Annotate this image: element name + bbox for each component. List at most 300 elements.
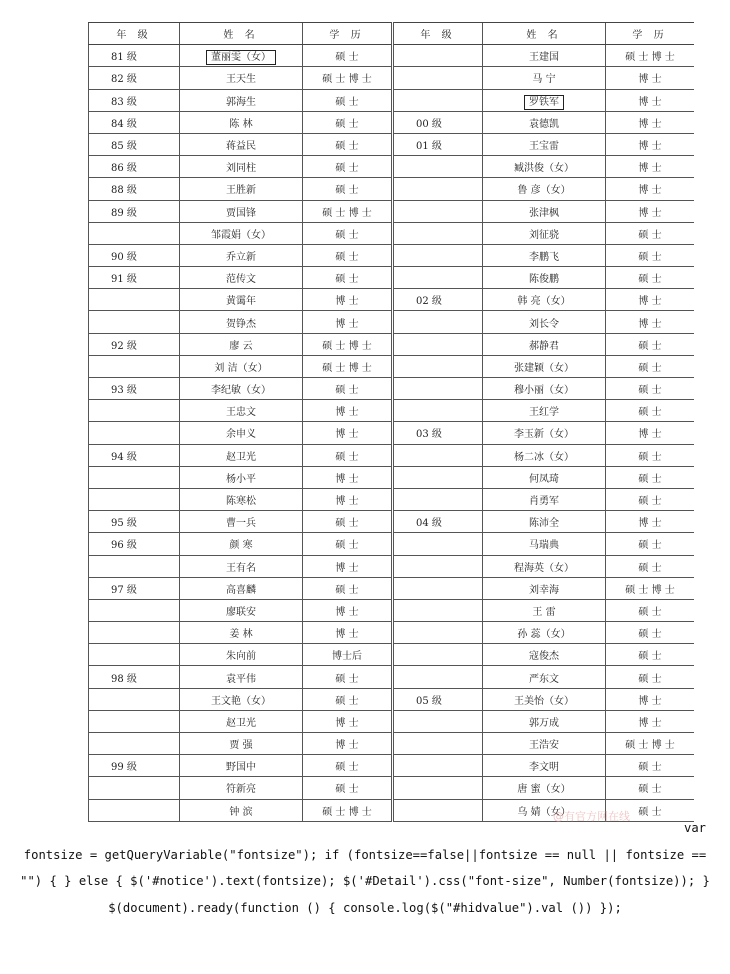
name-left-cell-text: 陈 林 [229, 118, 253, 130]
degree-left-cell [303, 156, 393, 178]
degree-left-cell-text: 硕 士 博 士 [322, 362, 372, 374]
degree-right-cell-text: 硕 士 [638, 806, 662, 818]
grade-right-cell-text: 01 级 [416, 141, 442, 153]
grade-right-cell [393, 400, 483, 422]
name-right-cell [483, 488, 606, 510]
degree-left-cell-text: 硕 士 [335, 584, 359, 596]
grade-left-cell [89, 267, 180, 289]
grade-right-cell [393, 333, 483, 355]
code-text [20, 815, 710, 921]
name-right-cell [483, 777, 606, 799]
table-row [89, 111, 695, 133]
table-row [89, 710, 695, 732]
name-right-cell [483, 533, 606, 555]
name-left-cell-text: 贾 强 [229, 740, 253, 752]
name-right-cell [483, 622, 606, 644]
degree-left-cell [303, 599, 393, 621]
degree-right-cell-text: 硕 士 [638, 451, 662, 463]
name-right-cell [483, 333, 606, 355]
degree-right-cell [606, 599, 695, 621]
header-degree-left: 学 历 [303, 23, 393, 45]
degree-left-cell-text: 硕 士 博 士 [322, 207, 372, 219]
degree-right-cell-text: 博 士 [638, 207, 662, 219]
grade-right-cell [393, 156, 483, 178]
name-left-cell-text: 王忠文 [226, 407, 256, 419]
name-right-cell [483, 755, 606, 777]
header-name-right: 姓 名 [483, 23, 606, 45]
degree-right-cell-text: 博 士 [638, 429, 662, 441]
grade-left-cell [89, 422, 180, 444]
name-left-cell [180, 755, 303, 777]
name-left-cell [180, 355, 303, 377]
name-left-cell [180, 488, 303, 510]
degree-left-cell [303, 378, 393, 400]
grade-right-cell [393, 267, 483, 289]
name-left-cell [180, 267, 303, 289]
name-right-cell [483, 311, 606, 333]
grade-left-cell [89, 311, 180, 333]
header-grade-right: 年 级 [393, 23, 483, 45]
name-left-cell-text: 颜 寒 [229, 540, 253, 552]
degree-right-cell [606, 45, 695, 67]
degree-left-cell-text: 硕 士 [335, 385, 359, 397]
degree-left-cell-text: 硕 士 [335, 762, 359, 774]
name-left-cell-text: 廖 云 [229, 340, 253, 352]
degree-right-cell [606, 710, 695, 732]
watermark: @有官方网在线 [553, 810, 630, 823]
table-row [89, 666, 695, 688]
name-right-cell-text: 马 宁 [532, 74, 556, 86]
degree-left-cell [303, 511, 393, 533]
name-right-cell [483, 244, 606, 266]
name-left-cell-text: 范传文 [226, 274, 256, 286]
grade-left-cell [89, 488, 180, 510]
table-row [89, 755, 695, 777]
grade-right-cell [393, 488, 483, 510]
degree-right-cell [606, 688, 695, 710]
table-row [89, 156, 695, 178]
grade-left-cell [89, 511, 180, 533]
grade-right-cell [393, 755, 483, 777]
name-right-cell-text: 韩 亮（女） [517, 296, 571, 308]
name-left-cell-text: 王胜新 [226, 185, 256, 197]
degree-left-cell [303, 444, 393, 466]
degree-left-cell [303, 178, 393, 200]
degree-right-cell [606, 67, 695, 89]
name-left-cell [180, 156, 303, 178]
degree-left-cell [303, 289, 393, 311]
name-right-cell [483, 644, 606, 666]
degree-right-cell-text: 博 士 [638, 318, 662, 330]
degree-right-cell [606, 133, 695, 155]
table-row [89, 777, 695, 799]
grade-right-cell-text: 03 级 [416, 429, 442, 441]
name-right-cell [483, 688, 606, 710]
name-right-cell [483, 599, 606, 621]
header-name-left: 姓 名 [180, 23, 303, 45]
degree-left-cell-text: 硕 士 [335, 185, 359, 197]
grade-left-cell [89, 444, 180, 466]
name-right-cell-text: 王宝雷 [529, 141, 559, 153]
grade-left-cell-text: 99 级 [111, 762, 137, 774]
grade-left-cell [89, 200, 180, 222]
grade-right-cell [393, 355, 483, 377]
table-row [89, 133, 695, 155]
name-left-cell [180, 45, 303, 67]
degree-left-cell-text: 博 士 [335, 562, 359, 574]
degree-left-cell-text: 硕 士 博 士 [322, 74, 372, 86]
code-text-first: var [683, 821, 706, 835]
degree-right-cell-text: 博 士 [638, 141, 662, 153]
name-left-cell [180, 644, 303, 666]
degree-left-cell-text: 博 士 [335, 318, 359, 330]
grade-left-cell [89, 400, 180, 422]
degree-right-cell-text: 硕 士 [638, 562, 662, 574]
degree-right-cell-text: 硕 士 [638, 385, 662, 397]
degree-left-cell [303, 488, 393, 510]
name-left-cell [180, 777, 303, 799]
name-left-cell [180, 111, 303, 133]
degree-right-cell [606, 488, 695, 510]
grade-left-cell-text: 96 级 [111, 540, 137, 552]
grade-right-cell [393, 444, 483, 466]
name-right-cell [483, 45, 606, 67]
degree-right-cell-text: 硕 士 [638, 229, 662, 241]
name-left-cell [180, 222, 303, 244]
degree-right-cell [606, 400, 695, 422]
grade-right-cell [393, 89, 483, 111]
name-left-cell [180, 333, 303, 355]
name-left-cell [180, 577, 303, 599]
name-right-cell-text: 何凤琦 [529, 473, 559, 485]
degree-right-cell [606, 622, 695, 644]
grade-right-cell [393, 200, 483, 222]
degree-left-cell-text: 硕 士 博 士 [322, 806, 372, 818]
name-right-cell-text: 鲁 彦（女） [517, 185, 571, 197]
grade-left-cell-text: 81 级 [111, 52, 137, 64]
degree-right-cell [606, 244, 695, 266]
name-left-cell [180, 67, 303, 89]
degree-right-cell-text: 硕 士 [638, 629, 662, 641]
grade-right-cell [393, 178, 483, 200]
name-right-cell [483, 400, 606, 422]
degree-left-cell-text: 博士后 [332, 651, 362, 663]
name-left-cell-text: 郭海生 [226, 96, 256, 108]
table-row [89, 533, 695, 555]
degree-left-cell [303, 89, 393, 111]
degree-right-cell-text: 硕 士 [638, 762, 662, 774]
table-row [89, 422, 695, 444]
name-left-cell-text: 黄霭年 [226, 296, 256, 308]
name-right-cell-text: 李玉新（女） [514, 429, 574, 441]
name-right-cell [483, 378, 606, 400]
degree-right-cell-text: 硕 士 博 士 [625, 584, 675, 596]
name-right-cell-text: 袁德凯 [529, 118, 559, 130]
name-left-cell-text: 杨小平 [226, 473, 256, 485]
name-left-cell [180, 688, 303, 710]
name-right-cell-text: 刘幸海 [529, 584, 559, 596]
name-right-cell-text: 张津枫 [529, 207, 559, 219]
grade-right-cell [393, 244, 483, 266]
grade-left-cell [89, 644, 180, 666]
degree-left-cell-text: 博 士 [335, 296, 359, 308]
grade-left-cell [89, 688, 180, 710]
name-right-cell-text: 严东文 [529, 673, 559, 685]
degree-left-cell-text: 博 士 [335, 473, 359, 485]
grade-left-cell [89, 622, 180, 644]
name-left-cell [180, 511, 303, 533]
grade-left-cell-text: 93 级 [111, 385, 137, 397]
grade-right-cell-text: 00 级 [416, 118, 442, 130]
degree-right-cell-text: 博 士 [638, 163, 662, 175]
degree-right-cell [606, 289, 695, 311]
degree-left-cell-text: 硕 士 [335, 784, 359, 796]
name-left-cell-text: 袁平伟 [226, 673, 256, 685]
name-right-cell [483, 222, 606, 244]
grade-right-cell [393, 533, 483, 555]
grade-right-cell [393, 555, 483, 577]
table-row [89, 355, 695, 377]
code-text-rest: fontsize = getQueryVariable("fontsize"); if (fontsize==false||fontsize == null || fontsize == "") { } else { $('#notice').text(fontsize); $('#Detail').css("font-size", Number(fontsize)); } $(document).ready(function () { console.log($("#hidvalue").val ()) }); [20, 847, 710, 915]
name-left-cell-text: 朱向前 [226, 651, 256, 663]
degree-right-cell-text: 硕 士 [638, 473, 662, 485]
degree-left-cell-text: 硕 士 [335, 540, 359, 552]
grade-right-cell [393, 644, 483, 666]
name-right-cell-text: 李文明 [529, 762, 559, 774]
table-row [89, 444, 695, 466]
degree-right-cell [606, 555, 695, 577]
header-grade-left: 年 级 [89, 23, 180, 45]
name-left-cell [180, 466, 303, 488]
degree-right-cell-text: 博 士 [638, 185, 662, 197]
grade-right-cell-text: 05 级 [416, 695, 442, 707]
name-right-cell [483, 466, 606, 488]
name-left-cell-text: 姜 林 [229, 629, 253, 641]
name-right-cell [483, 733, 606, 755]
grade-right-cell [393, 511, 483, 533]
graduate-table [88, 22, 694, 822]
header-degree-right: 学 历 [606, 23, 695, 45]
degree-right-cell [606, 466, 695, 488]
name-left-cell-text: 余申义 [226, 429, 256, 441]
grade-right-cell [393, 133, 483, 155]
grade-right-cell [393, 45, 483, 67]
degree-left-cell [303, 244, 393, 266]
degree-right-cell-text: 硕 士 [638, 673, 662, 685]
grade-left-cell-text: 83 级 [111, 96, 137, 108]
grade-left-cell [89, 666, 180, 688]
name-right-cell [483, 666, 606, 688]
degree-right-cell [606, 644, 695, 666]
grade-left-cell [89, 222, 180, 244]
name-right-cell [483, 67, 606, 89]
name-left-cell-text: 李纪敏（女） [211, 385, 271, 397]
degree-right-cell [606, 533, 695, 555]
name-right-cell-text: 陈俊鹏 [529, 274, 559, 286]
degree-right-cell [606, 378, 695, 400]
degree-right-cell-text: 硕 士 [638, 784, 662, 796]
name-left-cell-text: 贾国锋 [226, 207, 256, 219]
degree-left-cell [303, 67, 393, 89]
name-left-cell-text: 廖联安 [226, 606, 256, 618]
degree-left-cell [303, 466, 393, 488]
degree-left-cell [303, 311, 393, 333]
grade-left-cell-text: 90 级 [111, 251, 137, 263]
degree-left-cell-text: 硕 士 [335, 274, 359, 286]
degree-right-cell [606, 755, 695, 777]
grade-left-cell [89, 355, 180, 377]
degree-right-cell-text: 博 士 [638, 118, 662, 130]
degree-right-cell-text: 博 士 [638, 74, 662, 86]
name-right-cell-text: 乌 婧（女） [517, 806, 571, 818]
grade-left-cell [89, 777, 180, 799]
grade-right-cell [393, 777, 483, 799]
degree-left-cell-text: 硕 士 [335, 118, 359, 130]
name-right-cell-text: 马瑞典 [529, 540, 559, 552]
name-left-cell-text: 符新亮 [226, 784, 256, 796]
name-left-cell [180, 89, 303, 111]
name-right-cell-text: 王红学 [529, 407, 559, 419]
table-row [89, 378, 695, 400]
degree-left-cell-text: 硕 士 [335, 229, 359, 241]
grade-right-cell [393, 710, 483, 732]
grade-right-cell [393, 599, 483, 621]
grade-left-cell [89, 289, 180, 311]
grade-left-cell-text: 85 级 [111, 141, 137, 153]
grade-right-cell [393, 466, 483, 488]
name-right-cell [483, 289, 606, 311]
name-right-cell [483, 111, 606, 133]
degree-right-cell [606, 178, 695, 200]
degree-left-cell-text: 博 士 [335, 429, 359, 441]
grade-left-cell [89, 710, 180, 732]
name-left-cell [180, 133, 303, 155]
degree-right-cell [606, 733, 695, 755]
name-left-cell-text: 陈寒松 [226, 496, 256, 508]
name-right-cell-text: 郭万成 [529, 717, 559, 729]
table-row [89, 222, 695, 244]
degree-right-cell-text: 博 士 [638, 717, 662, 729]
name-right-cell [483, 444, 606, 466]
degree-left-cell [303, 355, 393, 377]
name-right-cell-text: 臧洪俊（女） [514, 163, 574, 175]
name-left-cell-text: 王天生 [226, 74, 256, 86]
degree-left-cell-text: 博 士 [335, 496, 359, 508]
name-right-cell-text: 穆小丽（女） [514, 385, 574, 397]
degree-left-cell [303, 111, 393, 133]
name-right-cell [483, 156, 606, 178]
degree-left-cell [303, 422, 393, 444]
degree-left-cell [303, 45, 393, 67]
table-row [89, 555, 695, 577]
grade-left-cell-text: 98 级 [111, 673, 137, 685]
table-row [89, 289, 695, 311]
table-row [89, 311, 695, 333]
degree-right-cell [606, 267, 695, 289]
grade-left-cell [89, 533, 180, 555]
degree-right-cell-text: 博 士 [638, 96, 662, 108]
grade-left-cell [89, 133, 180, 155]
name-left-cell-text: 刘 洁（女） [214, 362, 268, 374]
name-right-cell [483, 555, 606, 577]
grade-left-cell-text: 97 级 [111, 584, 137, 596]
name-left-cell [180, 666, 303, 688]
name-right-cell [483, 267, 606, 289]
name-right-cell-text: 寇俊杰 [529, 651, 559, 663]
name-right-cell [483, 133, 606, 155]
degree-left-cell [303, 555, 393, 577]
grade-right-cell [393, 67, 483, 89]
grade-right-cell [393, 289, 483, 311]
name-left-cell [180, 289, 303, 311]
degree-left-cell [303, 200, 393, 222]
grade-right-cell-text: 04 级 [416, 518, 442, 530]
degree-left-cell-text: 博 士 [335, 629, 359, 641]
degree-left-cell [303, 577, 393, 599]
degree-left-cell-text: 硕 士 [335, 518, 359, 530]
name-left-cell-text: 赵卫光 [226, 717, 256, 729]
name-left-cell [180, 599, 303, 621]
table-row [89, 599, 695, 621]
degree-right-cell-text: 博 士 [638, 518, 662, 530]
name-right-cell-text: 肖勇军 [529, 496, 559, 508]
degree-left-cell [303, 644, 393, 666]
table-row [89, 644, 695, 666]
grade-right-cell [393, 222, 483, 244]
name-right-cell-text: 王 雷 [532, 606, 556, 618]
grade-left-cell-text: 88 级 [111, 185, 137, 197]
degree-left-cell-text: 硕 士 [335, 52, 359, 64]
name-right-cell [483, 178, 606, 200]
degree-right-cell-text: 硕 士 [638, 496, 662, 508]
name-left-cell [180, 244, 303, 266]
grade-right-cell [393, 111, 483, 133]
degree-right-cell [606, 666, 695, 688]
name-right-cell [483, 577, 606, 599]
name-left-cell-text: 蒋益民 [226, 141, 256, 153]
degree-left-cell-text: 硕 士 [335, 251, 359, 263]
grade-right-cell [393, 733, 483, 755]
grade-left-cell [89, 733, 180, 755]
grade-right-cell [393, 577, 483, 599]
degree-left-cell-text: 博 士 [335, 717, 359, 729]
name-left-cell [180, 200, 303, 222]
degree-left-cell [303, 710, 393, 732]
name-right-cell-text: 王美怡（女） [514, 695, 574, 707]
name-left-cell-text: 贺铮杰 [226, 318, 256, 330]
degree-left-cell-text: 硕 士 博 士 [322, 340, 372, 352]
degree-right-cell [606, 222, 695, 244]
name-left-cell [180, 444, 303, 466]
name-left-cell [180, 733, 303, 755]
name-right-cell-text: 郝静君 [529, 340, 559, 352]
name-left-cell-text: 野国中 [226, 762, 256, 774]
grade-left-cell [89, 89, 180, 111]
grade-left-cell [89, 599, 180, 621]
name-left-cell [180, 622, 303, 644]
name-left-cell-text: 王文艳（女） [211, 695, 271, 707]
table-row [89, 67, 695, 89]
name-left-cell [180, 378, 303, 400]
table-row [89, 244, 695, 266]
degree-left-cell [303, 533, 393, 555]
degree-left-cell-text: 博 士 [335, 407, 359, 419]
name-right-cell-text: 王浩安 [529, 740, 559, 752]
grade-left-cell [89, 111, 180, 133]
grade-left-cell [89, 378, 180, 400]
table-header-row [89, 23, 695, 45]
degree-left-cell-text: 硕 士 [335, 163, 359, 175]
